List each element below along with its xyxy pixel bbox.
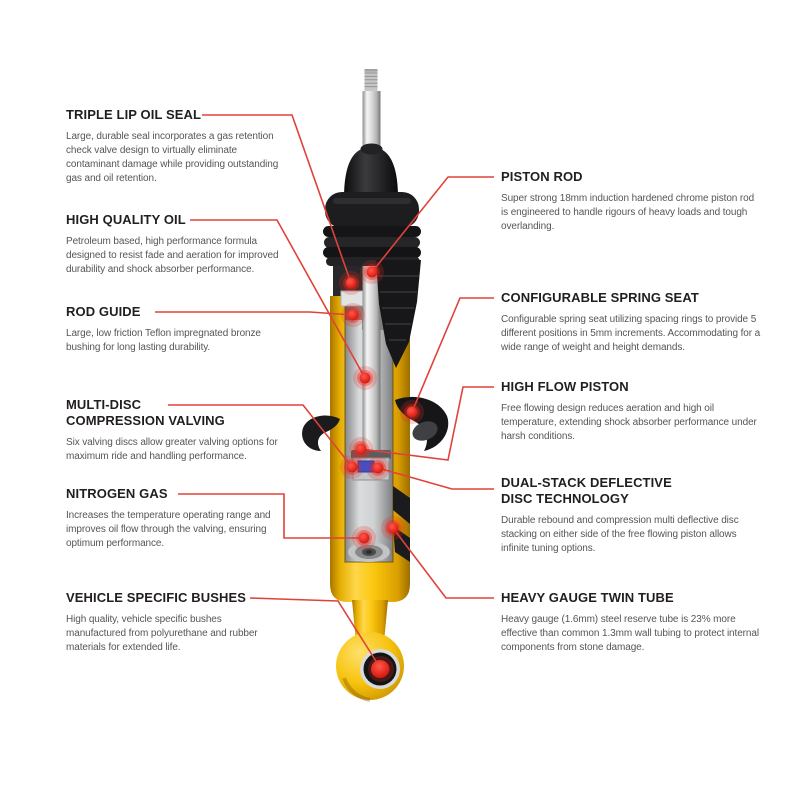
callout-body-triple-lip-oil-seal: Large, durable seal incorporates a gas retention check valve design to virtually eliminate contaminant damage while providing outstanding gas and oil retention. — [66, 131, 279, 184]
marker-high-quality-oil-dot — [353, 366, 377, 390]
callout-multi-disc-compression-valving — [66, 397, 281, 464]
callout-body-high-quality-oil: Petroleum based, high performance formula designed to resist fade and aeration for improved durability and shock absorber performance. — [66, 236, 279, 275]
callout-body-high-flow-piston: Free flowing design reduces aeration and high oil temperature, extending shock absorber performance under harsh conditions. — [501, 403, 757, 442]
shock-absorber — [302, 69, 448, 700]
callout-nitrogen-gas — [66, 486, 281, 551]
callout-high-flow-piston — [501, 379, 763, 444]
callout-piston-rod — [501, 169, 763, 234]
marker-vehicle-specific-bushes-dot — [368, 656, 394, 682]
callout-body-heavy-gauge-twin-tube: Heavy gauge (1.6mm) steel reserve tube is 23% more effective than common 1.3mm wall tubing to protect internal components from stone damage. — [501, 614, 759, 653]
callout-body-rod-guide: Large, low friction Teflon impregnated bronze bushing for long lasting durability. — [66, 328, 261, 353]
callout-high-quality-oil — [66, 212, 281, 277]
marker-rod-guide-dot — [341, 303, 365, 327]
callout-title-heavy-gauge-twin-tube: HEAVY GAUGE TWIN TUBE — [501, 590, 674, 605]
marker-triple-lip-oil-seal-dot — [339, 271, 363, 295]
callout-title-high-quality-oil: HIGH QUALITY OIL — [66, 212, 186, 227]
callout-title-rod-guide: ROD GUIDE — [66, 304, 141, 319]
callout-dual-stack-deflective-disc-technology — [501, 475, 763, 556]
callout-title-piston-rod: PISTON ROD — [501, 169, 583, 184]
callout-rod-guide — [66, 304, 281, 355]
callout-heavy-gauge-twin-tube — [501, 590, 763, 655]
callout-title-vehicle-specific-bushes: VEHICLE SPECIFIC BUSHES — [66, 590, 246, 605]
callout-title-dual-stack-deflective-disc-technology: DUAL-STACK DEFLECTIVE DISC TECHNOLOGY — [501, 475, 672, 506]
callout-triple-lip-oil-seal — [66, 107, 281, 186]
callout-title-triple-lip-oil-seal: TRIPLE LIP OIL SEAL — [66, 107, 202, 122]
callout-title-configurable-spring-seat: CONFIGURABLE SPRING SEAT — [501, 290, 699, 305]
marker-multi-disc-compression-valving-dot — [340, 455, 364, 479]
marker-heavy-gauge-twin-tube-dot — [381, 516, 405, 540]
callout-body-configurable-spring-seat: Configurable spring seat utilizing spacing rings to provide 5 different positions in 5mm increments. Accommodating for a wide range of weight and height demands. — [501, 314, 761, 353]
dust-boot-collar — [325, 192, 419, 228]
callout-body-piston-rod: Super strong 18mm induction hardened chrome piston rod is engineered to handle rigours of heavy loads and tough overlanding. — [501, 193, 755, 232]
callout-body-multi-disc-compression-valving: Six valving discs allow greater valving options for maximum ride and handling performance. — [66, 437, 278, 462]
callout-body-nitrogen-gas: Increases the temperature operating range and improves oil flow through the valving, ensuring optimum performance. — [66, 510, 271, 549]
callout-configurable-spring-seat — [501, 290, 763, 355]
callout-title-multi-disc-compression-valving: MULTI-DISC COMPRESSION VALVING — [66, 397, 225, 428]
callout-body-vehicle-specific-bushes: High quality, vehicle specific bushes manufactured from polyurethane and rubber materials for extended life. — [66, 614, 258, 653]
dust-boot-cone — [344, 147, 398, 198]
cone-rod-collar — [361, 144, 383, 155]
marker-nitrogen-gas-dot — [352, 526, 376, 550]
callout-body-dual-stack-deflective-disc-technology: Durable rebound and compression multi deflective disc stacking on either side of the free flowing piston allows infinite tuning options. — [501, 515, 739, 554]
callout-title-nitrogen-gas: NITROGEN GAS — [66, 486, 168, 501]
marker-piston-rod-dot — [360, 260, 384, 284]
piston-rod-tip — [365, 69, 378, 92]
callout-title-high-flow-piston: HIGH FLOW PISTON — [501, 379, 629, 394]
marker-dual-stack-deflective-disc-dot — [366, 456, 390, 480]
leader-lines — [155, 115, 494, 669]
marker-configurable-spring-seat-dot — [400, 400, 424, 424]
callout-vehicle-specific-bushes — [66, 590, 281, 655]
leader-line-configurable-spring-seat — [412, 298, 494, 412]
